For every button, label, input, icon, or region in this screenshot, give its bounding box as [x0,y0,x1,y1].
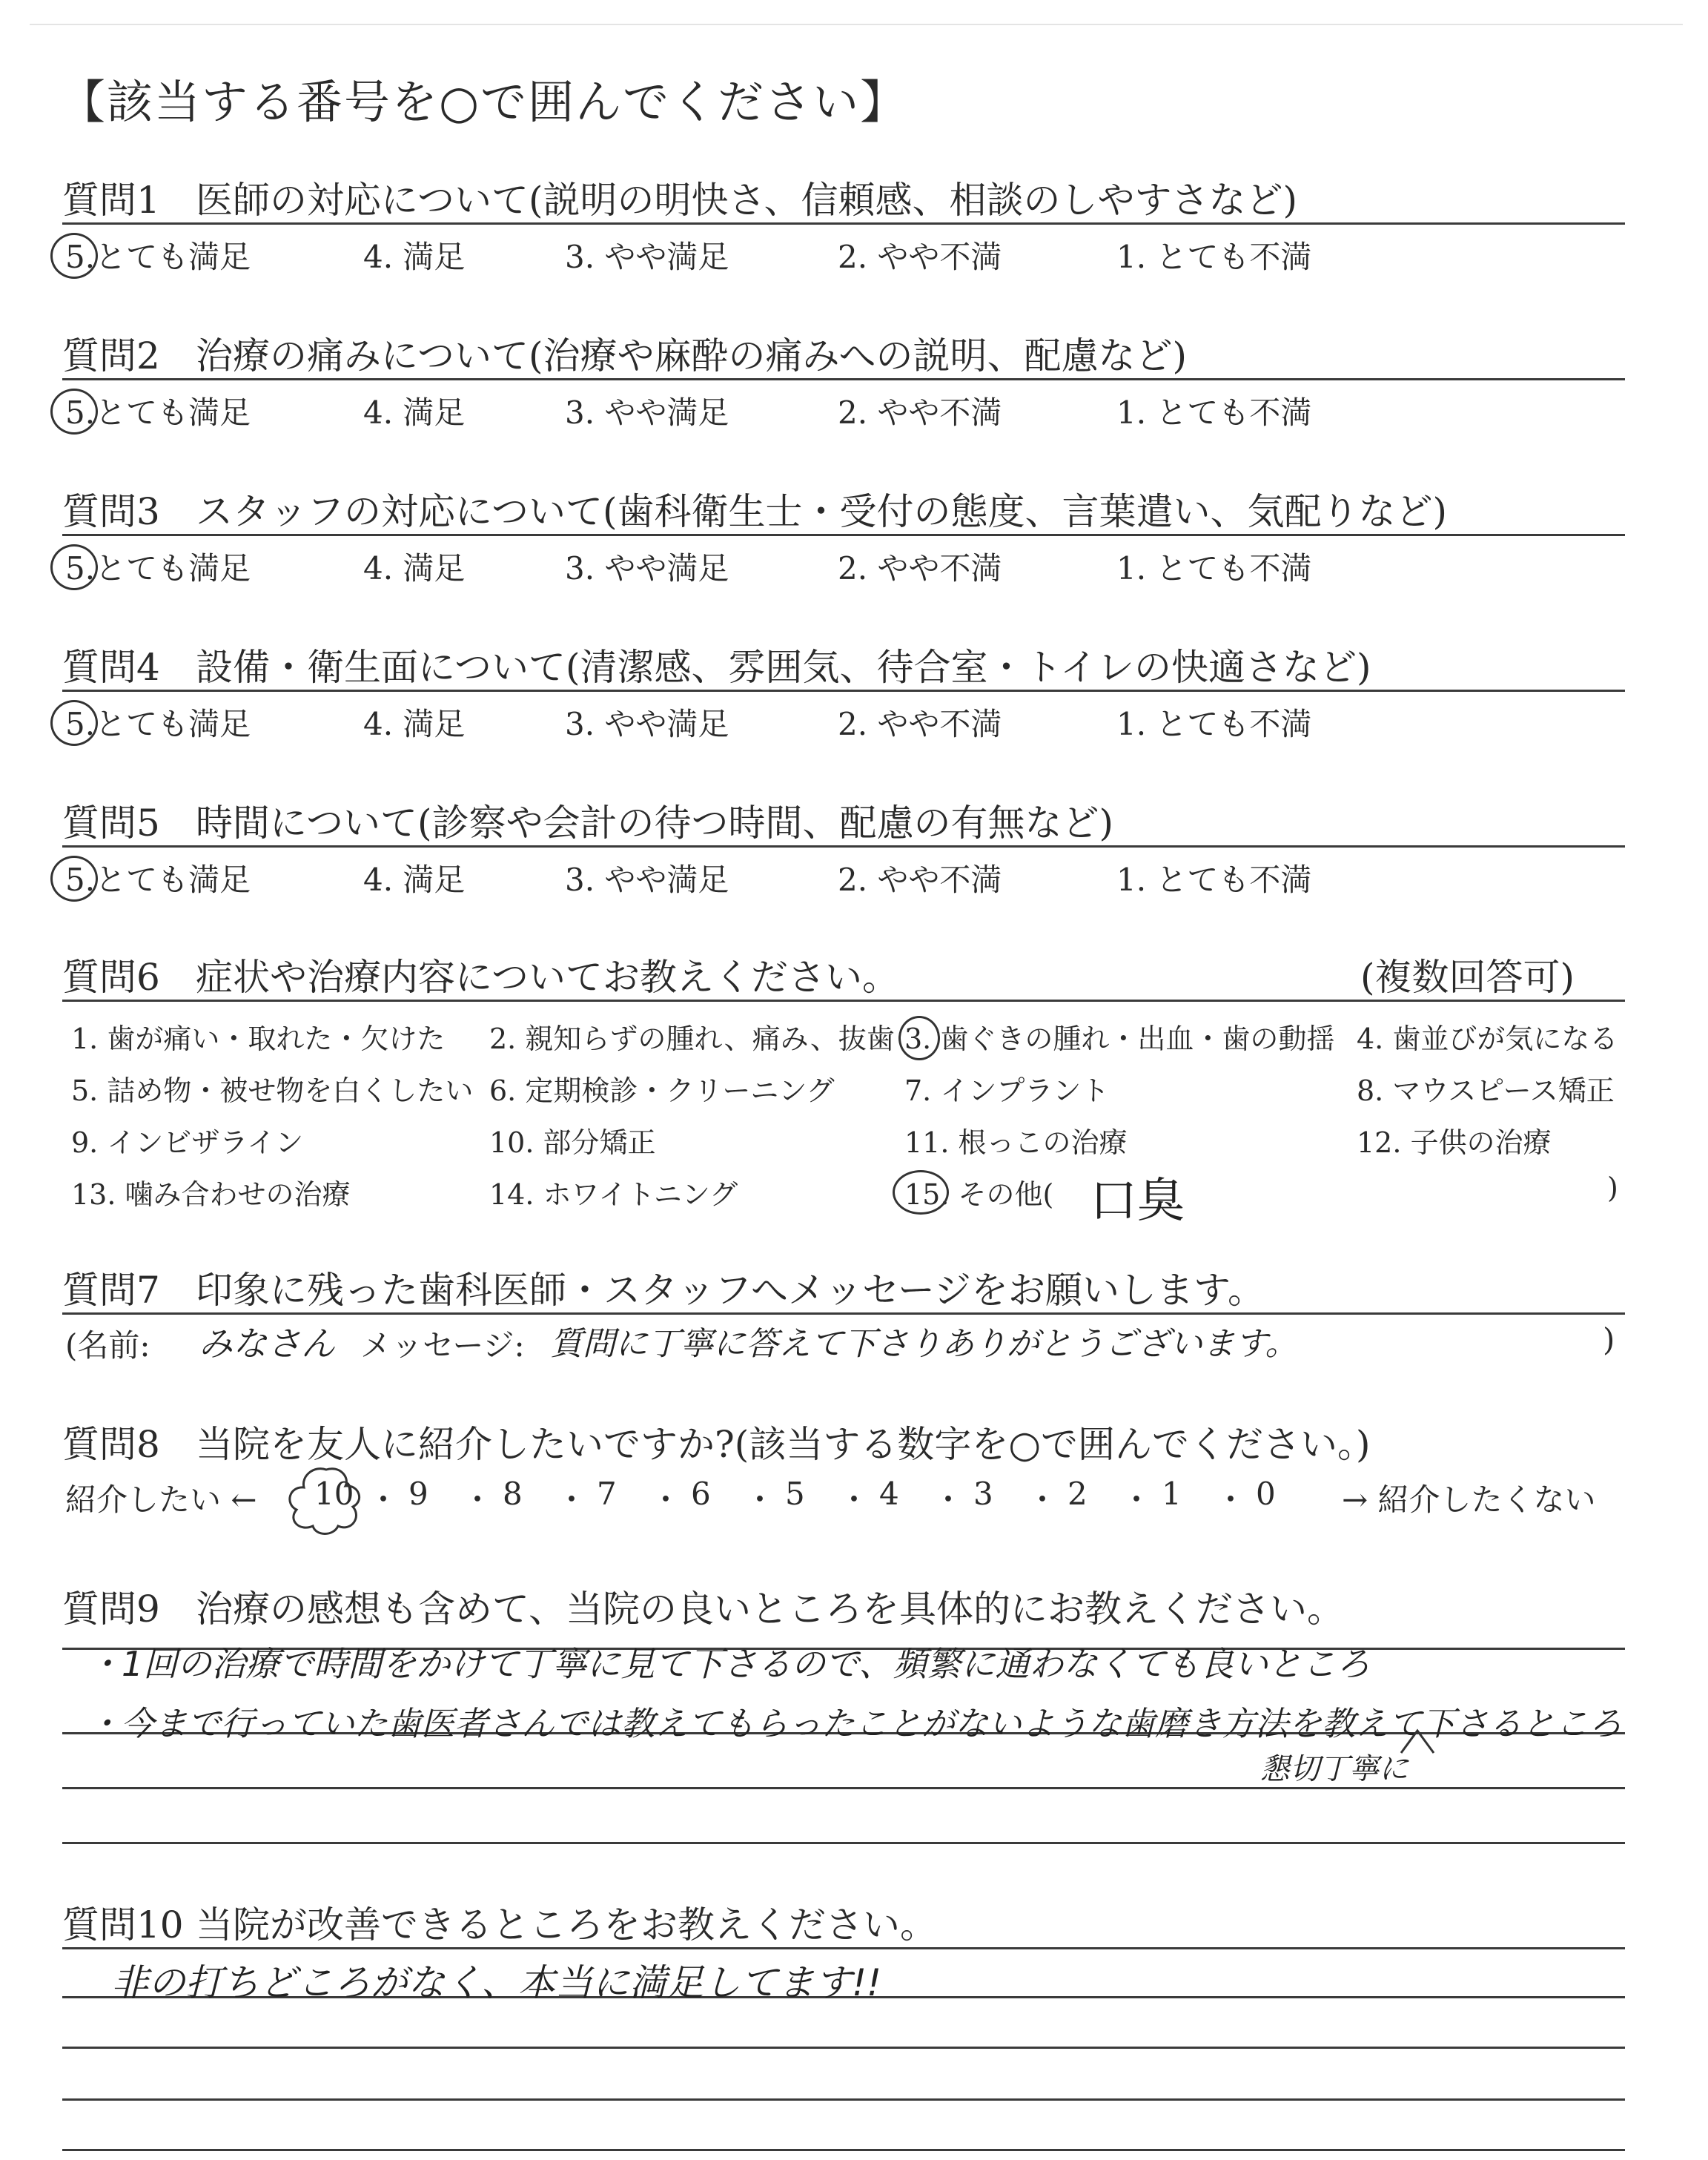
q5-option-1[interactable]: 1. とても不満 [1116,862,1312,898]
q1-selection-circle [50,233,98,279]
q4-selection-circle [50,700,98,746]
q6-option-14[interactable]: 14. ホワイトニング [489,1178,738,1211]
insert-caret-icon [1395,1726,1440,1756]
q5-option-4[interactable]: 4. 満足 [363,862,466,898]
q7-rule [62,1312,1625,1315]
q6-option-12[interactable]: 12. 子供の治療 [1357,1126,1552,1159]
q1-option-4[interactable]: 4. 満足 [363,239,466,275]
q1-option-2[interactable]: 2. やや不満 [838,239,1002,275]
q5-option-3[interactable]: 3. やや満足 [565,862,729,898]
q6-selection-circle-3 [898,1016,940,1060]
q10-text: 当院が改善できるところをお教えください。 [196,1903,937,1946]
q8-scale-separator: ・ [1215,1482,1247,1518]
q6-option-4[interactable]: 4. 歯並びが気になる [1357,1023,1618,1055]
q5-option-5[interactable]: 5.とても満足 [65,862,251,898]
q5-heading [62,793,1113,847]
q4-option-1[interactable]: 1. とても不満 [1116,706,1312,742]
q8-number: 質問8 [62,1423,160,1466]
q9-line-4 [62,1842,1625,1844]
q1-option-3[interactable]: 3. やや満足 [565,239,729,275]
q1-text: 医師の対応について(説明の明快さ、信頼感、相談のしやすさなど) [196,179,1298,222]
q6-number: 質問6 [62,956,160,999]
q10-number: 質問10 [62,1903,184,1946]
q8-scale-2[interactable]: 2 [1068,1476,1088,1512]
q7-name-value: みなさん [199,1324,335,1364]
q6-option-11[interactable]: 11. 根っこの治療 [904,1126,1128,1159]
q9-number: 質問9 [62,1588,160,1631]
q4-heading [62,638,1371,691]
q6-note: (複数回答可) [1360,956,1575,999]
q2-option-4[interactable]: 4. 満足 [363,394,466,431]
q9-insert-note: 懇切丁寧に [1260,1752,1409,1786]
q8-flower-circle [282,1462,371,1536]
q10-line-5 [62,2149,1625,2151]
q10-line-4 [62,2098,1625,2101]
q3-text: スタッフの対応について(歯科衛生士・受付の態度、言葉遣い、気配りなど) [196,490,1448,533]
q3-option-4[interactable]: 4. 満足 [363,550,466,587]
q8-scale-separator: ・ [1027,1482,1059,1518]
q2-option-2[interactable]: 2. やや不満 [838,394,1002,431]
q3-number: 質問3 [62,490,160,533]
q8-scale-separator: ・ [462,1482,494,1518]
q5-number: 質問5 [62,802,160,845]
q8-heading [62,1415,1370,1468]
q7-message-label: メッセージ: [360,1327,525,1364]
q10-line-3 [62,2047,1625,2049]
q2-option-5[interactable]: 5.とても満足 [65,394,251,431]
q6-option-3[interactable]: 3. 歯ぐきの腫れ・出血・歯の動揺 [904,1023,1335,1055]
q8-scale-separator: ・ [368,1482,400,1518]
q6-selection-circle-15 [893,1170,949,1215]
q6-option-2[interactable]: 2. 親知らずの腫れ、痛み、抜歯 [489,1023,895,1055]
q9-answer-1: ・1回の治療で時間をかけて丁寧に見て下さるので、頻繁に通わなくても良いところ [87,1644,1371,1684]
q1-option-1[interactable]: 1. とても不満 [1116,239,1312,275]
q3-option-2[interactable]: 2. やや不満 [838,550,1002,587]
q8-scale-separator: ・ [650,1482,682,1518]
q8-scale-9[interactable]: 9 [408,1476,428,1512]
q10-answer: 非の打ちどころがなく、本当に満足してます!! [111,1961,882,2004]
q2-selection-circle [50,389,98,435]
q6-option-7[interactable]: 7. インプラント [904,1074,1110,1107]
q7-text: 印象に残った歯科医師・スタッフへメッセージをお願いします。 [196,1269,1265,1312]
q8-scale-8[interactable]: 8 [503,1476,523,1512]
q9-answer-2: ・今まで行っていた歯医者さんでは教えてもらったことがないような歯磨き方法を教えて下さるところ [87,1704,1623,1743]
q8-scale-0[interactable]: 0 [1256,1476,1276,1512]
q2-option-1[interactable]: 1. とても不満 [1116,394,1312,431]
q6-option-5[interactable]: 5. 詰め物・被せ物を白くしたい [71,1074,474,1107]
q8-scale-4[interactable]: 4 [879,1476,899,1512]
q4-rule [62,690,1625,692]
q4-option-3[interactable]: 3. やや満足 [565,706,729,742]
q4-number: 質問4 [62,646,160,689]
q8-scale-separator: ・ [744,1482,776,1518]
q6-text: 症状や治療内容についてお教えください。 [196,956,899,999]
q8-scale-6[interactable]: 6 [691,1476,711,1512]
q3-option-1[interactable]: 1. とても不満 [1116,550,1312,587]
q7-close-paren: ) [1603,1321,1615,1358]
q8-scale-separator: ・ [556,1482,588,1518]
q9-text: 治療の感想も含めて、当院の良いところを具体的にお教えください。 [196,1588,1344,1631]
q6-option-15[interactable]: 15. その他( [904,1178,1054,1211]
q1-number: 質問1 [62,179,160,222]
q4-option-4[interactable]: 4. 満足 [363,706,466,742]
q2-number: 質問2 [62,334,160,377]
q3-rule [62,534,1625,536]
q1-heading [62,171,1297,224]
q8-text: 当院を友人に紹介したいですか?(該当する数字を○で囲んでください。) [196,1423,1371,1466]
q8-left-label: 紹介したい ← [65,1482,257,1518]
q5-text: 時間について(診察や会計の待つ時間、配慮の有無など) [196,802,1114,845]
page-title: 【該当する番号を○で囲んでください】 [59,75,908,129]
q5-option-2[interactable]: 2. やや不満 [838,862,1002,898]
q6-option-6[interactable]: 6. 定期検診・クリーニング [489,1074,835,1107]
q8-scale-separator: ・ [933,1482,964,1518]
q3-option-3[interactable]: 3. やや満足 [565,550,729,587]
q3-option-5[interactable]: 5.とても満足 [65,550,251,587]
q4-option-2[interactable]: 2. やや不満 [838,706,1002,742]
q4-text: 設備・衛生面について(清潔感、雰囲気、待合室・トイレの快適さなど) [196,646,1371,689]
q6-option-9[interactable]: 9. インビザライン [71,1126,304,1159]
q8-scale-separator: ・ [838,1482,870,1518]
q8-scale-3[interactable]: 3 [973,1476,993,1512]
q3-selection-circle [50,544,98,590]
q5-rule [62,845,1625,848]
q6-option-8[interactable]: 8. マウスピース矯正 [1357,1074,1615,1107]
q6-option-13[interactable]: 13. 噛み合わせの治療 [71,1178,351,1211]
q5-selection-circle [50,856,98,902]
q7-name-label: (名前: [65,1327,150,1364]
q3-heading [62,482,1447,535]
q10-line-1 [62,1947,1625,1949]
q9-heading [62,1579,1344,1633]
q8-right-label: → 紹介したくない [1342,1482,1596,1518]
q2-option-3[interactable]: 3. やや満足 [565,394,729,431]
q6-heading [62,948,899,1001]
q7-message-value: 質問に丁寧に答えて下さりありがとうございます。 [550,1325,1298,1363]
q6-option-10[interactable]: 10. 部分矯正 [489,1126,656,1159]
q1-rule [62,222,1625,225]
q6-option-1[interactable]: 1. 歯が痛い・取れた・欠けた [71,1023,446,1055]
q8-scale-5[interactable]: 5 [785,1476,805,1512]
q10-heading [62,1895,937,1949]
q4-option-5[interactable]: 5.とても満足 [65,706,251,742]
q2-text: 治療の痛みについて(治療や麻酔の痛みへの説明、配慮など) [196,334,1188,377]
q8-scale-1[interactable]: 1 [1162,1476,1182,1512]
q8-scale-10[interactable]: 10 [314,1476,354,1512]
q6-other-close-paren: ) [1607,1172,1618,1204]
q6-other-answer: 口臭 [1090,1174,1185,1229]
q2-rule [62,378,1625,380]
q2-heading [62,326,1187,380]
q8-scale-7[interactable]: 7 [597,1476,617,1512]
q7-heading [62,1261,1265,1314]
q1-option-5[interactable]: 5.とても満足 [65,239,251,275]
q8-scale-separator: ・ [1121,1482,1153,1518]
q7-number: 質問7 [62,1269,160,1312]
top-edge-line [30,24,1683,25]
q6-rule [62,1000,1625,1002]
